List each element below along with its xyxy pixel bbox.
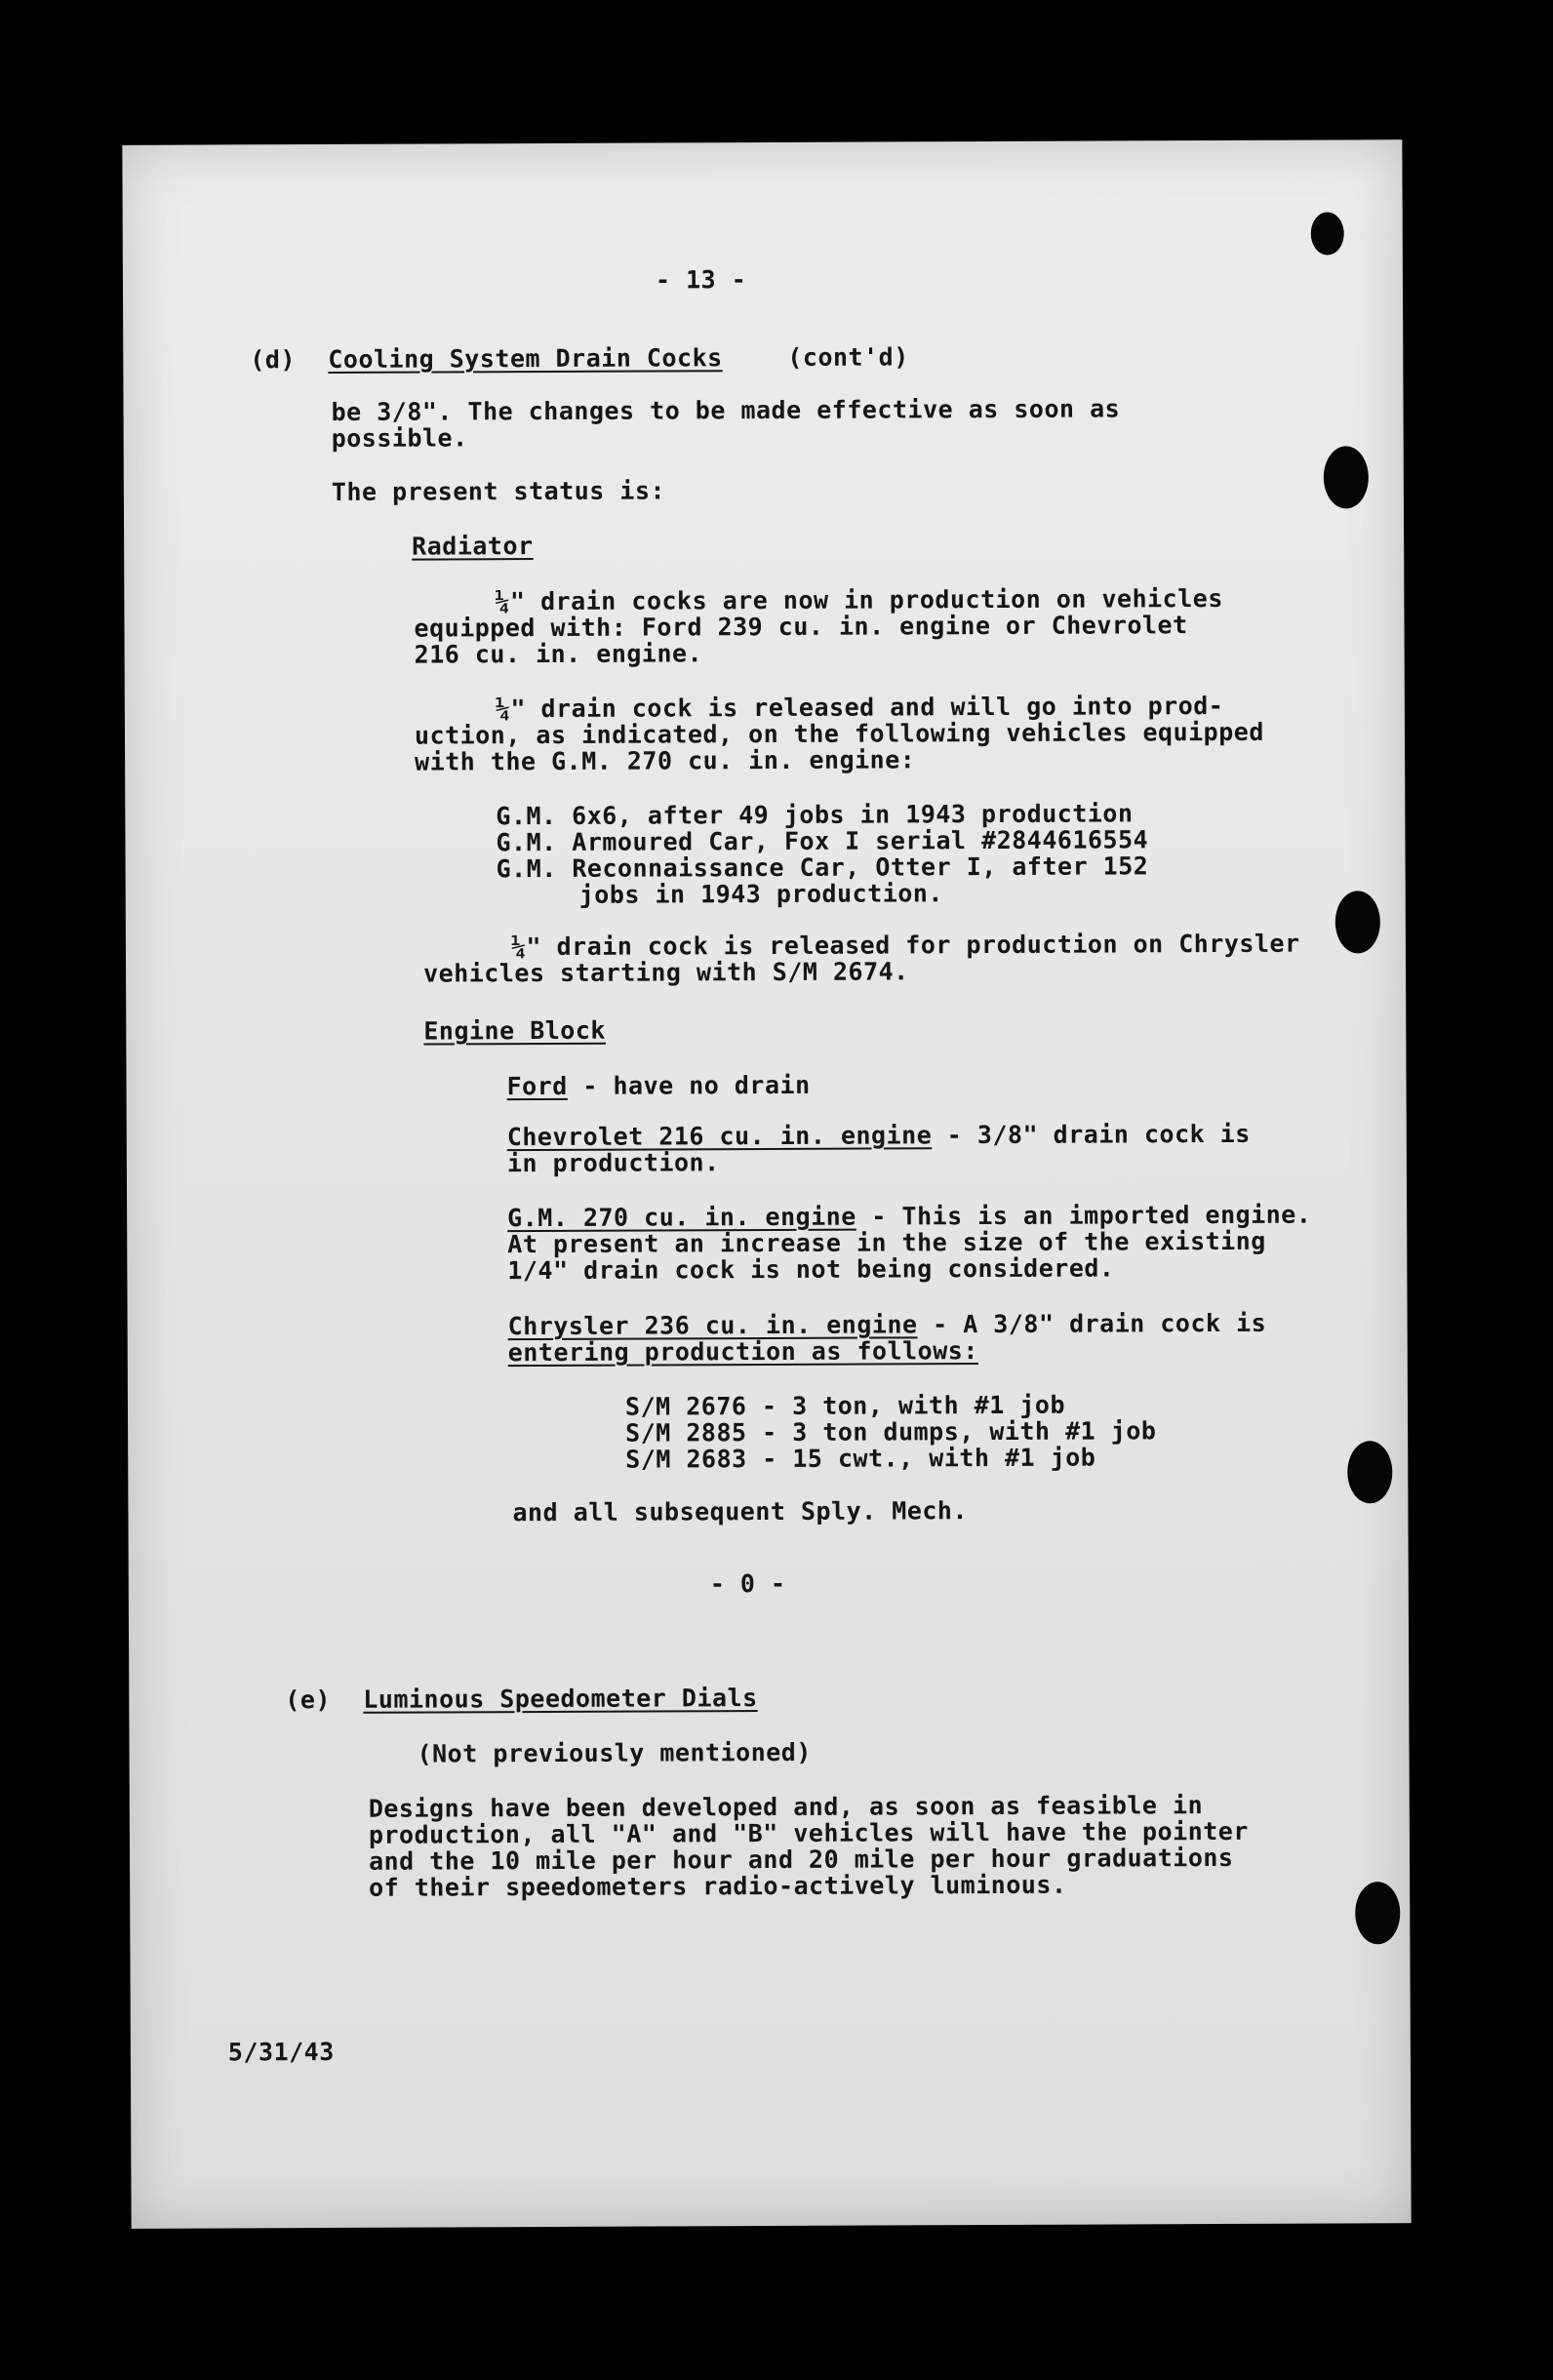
sm-line: S/M 2885 - 3 ton dumps, with #1 job: [625, 1416, 1157, 1448]
ford-text: - have no drain: [567, 1070, 811, 1100]
section-e-letter: (e): [285, 1685, 332, 1715]
punch-hole: [1324, 446, 1369, 508]
date-footer: 5/31/43: [227, 2037, 335, 2067]
section-e-text: and the 10 mile per hour and 20 mile per hour graduations: [368, 1843, 1234, 1876]
gm-vehicle-line: jobs in 1943 production.: [578, 879, 943, 909]
engine-block-heading: Engine Block: [423, 1015, 606, 1046]
gm-engine-line-2: At present an increase in the size of the existing: [507, 1226, 1266, 1259]
chevrolet-line: [507, 1121, 1251, 1150]
gm-engine-text: - This is an imported engine.: [856, 1200, 1312, 1231]
section-e-note: (Not previously mentioned): [417, 1737, 812, 1768]
gm-vehicle-line: G.M. Reconnaissance Car, Otter I, after 152: [496, 852, 1149, 884]
closing-line: and all subsequent Sply. Mech.: [512, 1496, 969, 1527]
gm-vehicle-line: G.M. 6x6, after 49 jobs in 1943 production: [496, 799, 1134, 831]
gm-engine-label: G.M. 270 cu. in. engine: [507, 1202, 856, 1233]
radiator-text: vehicles starting with S/M 2674.: [422, 957, 909, 988]
section-e-text: production, all "A" and "B" vehicles will have the pointer: [368, 1816, 1249, 1849]
page-number: - 13 -: [655, 265, 747, 295]
radiator-text: with the G.M. 270 cu. in. engine:: [415, 745, 916, 776]
gm-engine-line-3: 1/4" drain cock is not being considered.: [507, 1253, 1115, 1286]
radiator-text: ¼" drain cocks are now in production on vehicles: [495, 583, 1223, 616]
punch-hole: [1355, 1882, 1400, 1944]
section-e-text: Designs have been developed and, as soon as feasible in: [368, 1791, 1204, 1823]
ford-line: [507, 1072, 811, 1099]
gm-vehicle-line: G.M. Armoured Car, Fox I serial #2844616554: [496, 825, 1149, 857]
sm-line: S/M 2683 - 15 cwt., with #1 job: [625, 1443, 1096, 1474]
separator: - 0 -: [709, 1568, 786, 1599]
punch-hole: [1335, 891, 1380, 953]
radiator-text: ¼" drain cock is released for production on Chrysler: [510, 929, 1300, 962]
radiator-text: equipped with: Ford 239 cu. in. engine or Chevrolet: [414, 611, 1188, 643]
radiator-text: uction, as indicated, on the following vehicles equipped: [414, 717, 1264, 750]
sm-line: S/M 2676 - 3 ton, with #1 job: [624, 1390, 1066, 1421]
chrysler-text: - A 3/8" drain cock is: [917, 1308, 1267, 1339]
chrysler-line: [508, 1310, 1267, 1339]
punch-hole: [1311, 212, 1344, 255]
section-e-text: of their speedometers radio-actively luminous.: [369, 1870, 1067, 1902]
section-d-title: Cooling System Drain Cocks: [328, 343, 723, 374]
document-page: [122, 139, 1411, 2229]
section-d-contd: (cont'd): [787, 342, 909, 372]
intro-line: possible.: [331, 423, 468, 453]
radiator-text: 216 cu. in. engine.: [414, 639, 703, 669]
status-line: The present status is:: [331, 476, 666, 506]
chevrolet-label: Chevrolet 216 cu. in. engine: [506, 1121, 933, 1152]
punch-hole: [1347, 1441, 1392, 1503]
chrysler-label: Chrysler 236 cu. in. engine: [507, 1310, 918, 1341]
chevrolet-line-2: in production.: [506, 1148, 720, 1178]
radiator-heading: Radiator: [412, 532, 534, 561]
section-e-title: Luminous Speedometer Dials: [363, 1684, 758, 1714]
intro-line: be 3/8". The changes to be made effective as soon as: [331, 394, 1121, 426]
chevrolet-text: - 3/8" drain cock is: [932, 1119, 1251, 1150]
ford-label: Ford: [506, 1071, 568, 1101]
section-d-letter: (d): [250, 345, 297, 375]
chrysler-line-2: entering production as follows:: [507, 1336, 978, 1368]
radiator-text: ¼" drain cock is released and will go into prod-: [495, 691, 1224, 724]
